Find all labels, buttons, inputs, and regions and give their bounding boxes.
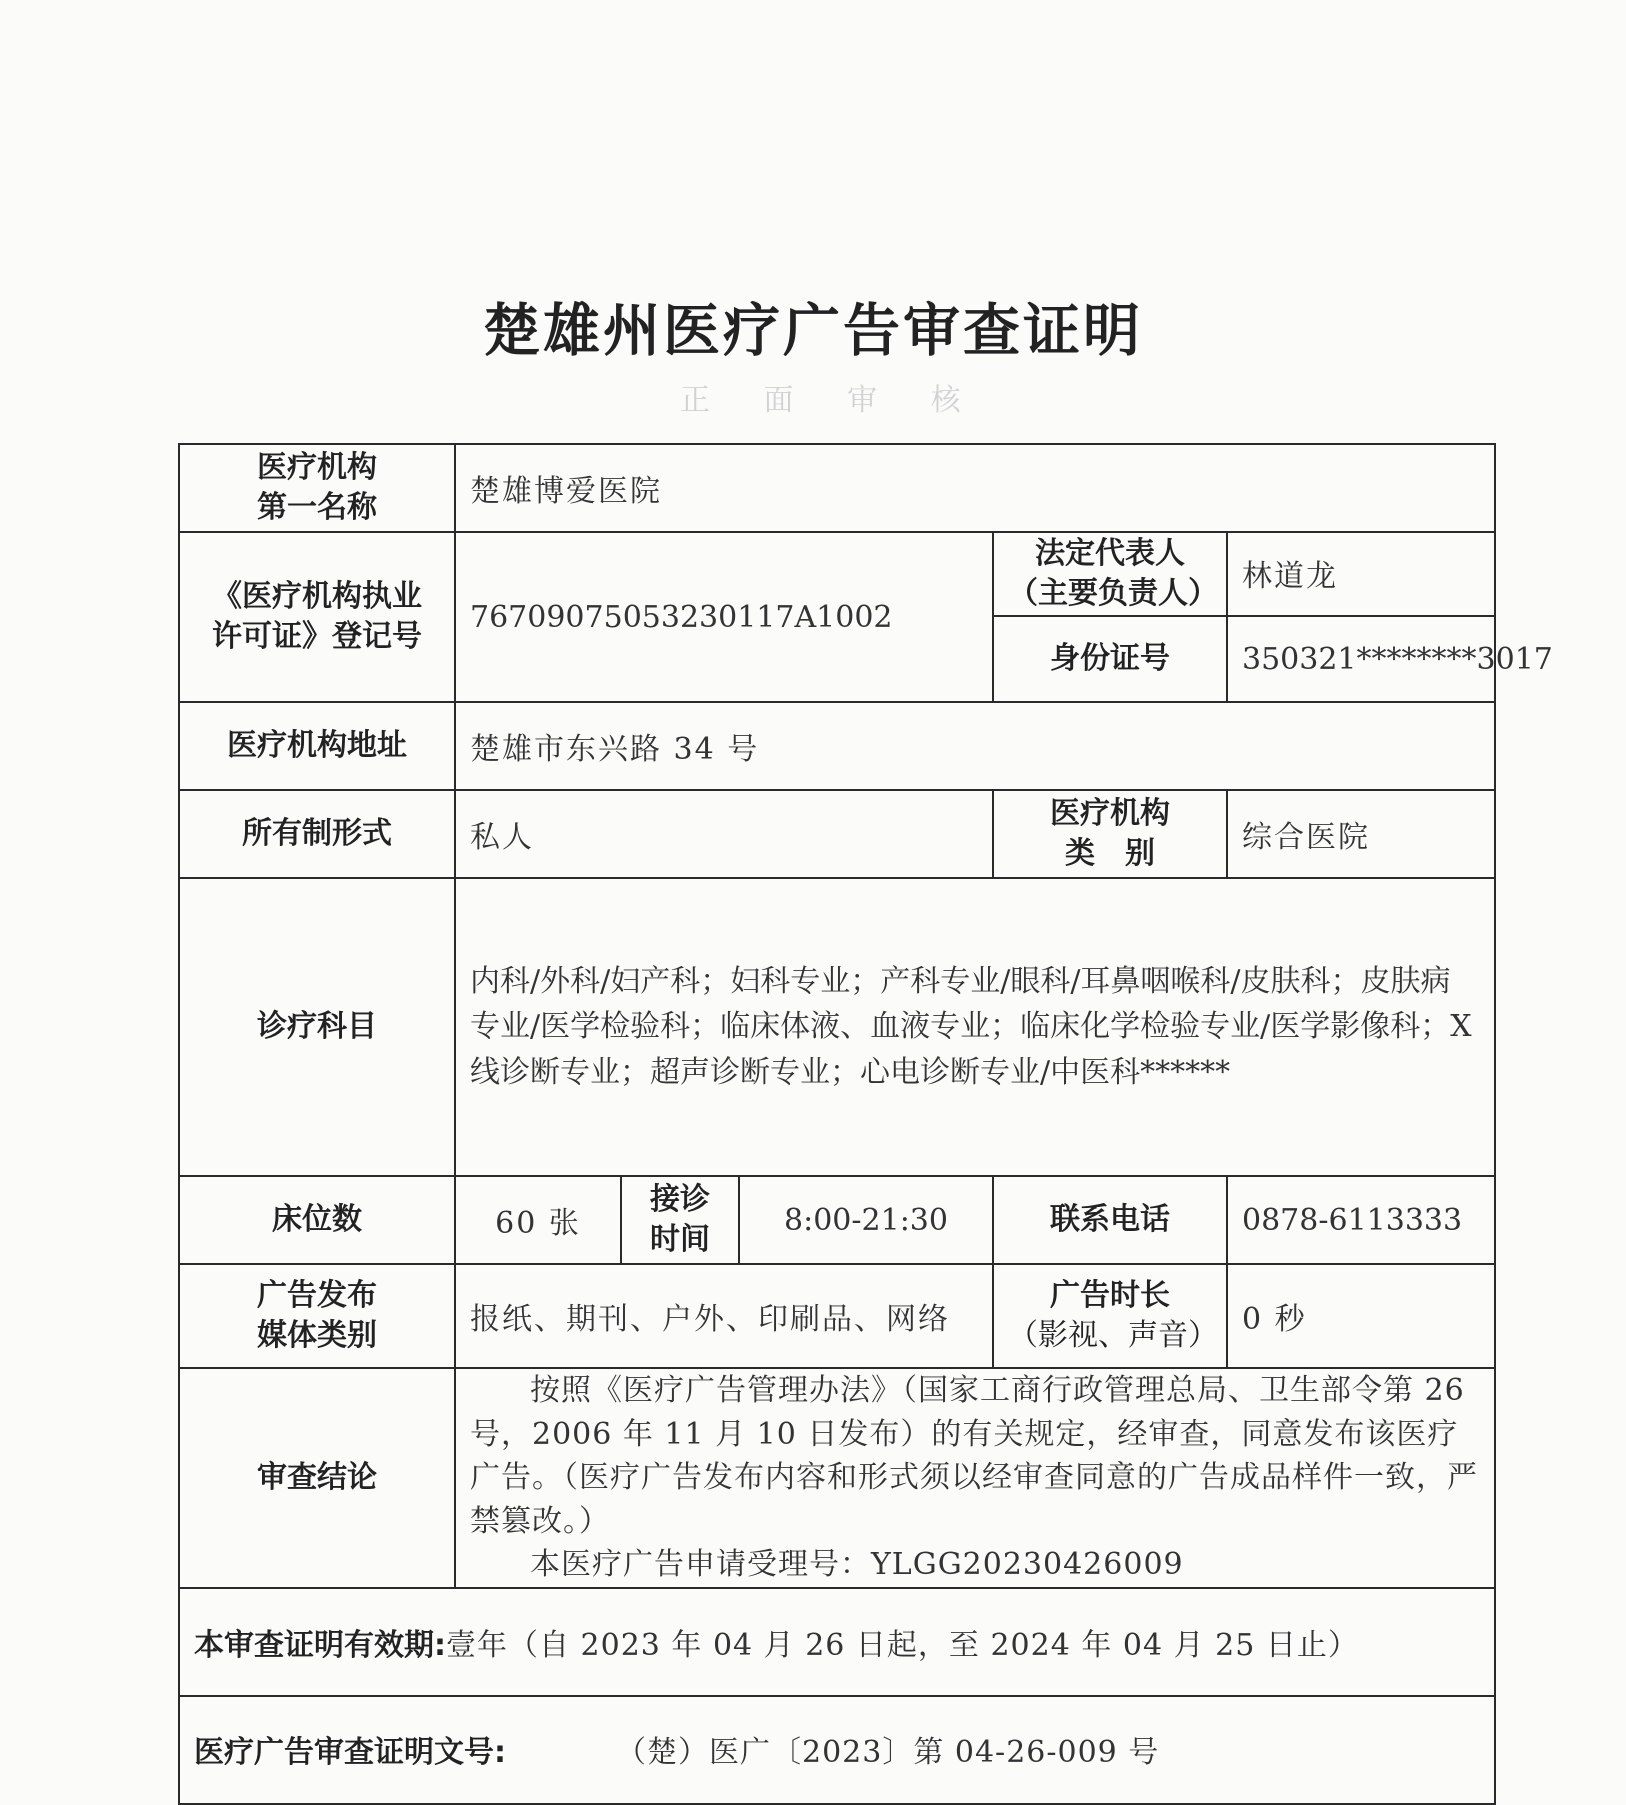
license-label: 《医疗机构执业 许可证》登记号 <box>179 532 455 702</box>
row-beds <box>179 1176 1495 1264</box>
row-license-a <box>179 532 1495 616</box>
departments-label: 诊疗科目 <box>179 878 455 1176</box>
certificate-number-cell <box>179 1696 1495 1804</box>
departments-value: 内科/外科/妇产科；妇科专业；产科专业/眼科/耳鼻咽喉科/皮肤科；皮肤病专业/医学检验科；临床体液、血液专业；临床化学检验专业/医学影像科；X 线诊断专业；超声诊断专业；心电诊断专业/中医科****** <box>455 878 1495 1176</box>
id-number-value: 350321********3017 <box>1227 616 1495 702</box>
beds-label: 床位数 <box>179 1176 455 1264</box>
review-conclusion <box>455 1368 1495 1588</box>
validity-value: 壹年（自 2023 年 04 月 26 日起，至 2024 年 04 月 25 日止） <box>446 1627 1359 1663</box>
row-media <box>179 1264 1495 1368</box>
certificate-table <box>178 443 1553 1805</box>
address-value: 楚雄市东兴路 34 号 <box>455 702 1495 790</box>
page-title: 楚雄州医疗广告审查证明 <box>483 298 1143 364</box>
duration-label: 广告时长 （影视、声音） <box>993 1264 1227 1368</box>
legal-rep-label: 法定代表人 （主要负责人） <box>993 532 1227 616</box>
review-label: 审查结论 <box>179 1368 455 1588</box>
row-certificate-number <box>179 1696 1495 1804</box>
phone-label: 联系电话 <box>993 1176 1227 1264</box>
certificate-number-value: （楚）医广〔2023〕第 04-26-009 号 <box>616 1734 1160 1770</box>
phone-value: 0878-6113333 <box>1227 1176 1495 1264</box>
row-validity <box>179 1588 1495 1696</box>
license-value: 76709075053230117A1002 <box>455 532 993 702</box>
bleed-through-text: 正 面 审 核 <box>680 383 983 418</box>
media-value: 报纸、期刊、户外、印刷品、网络 <box>455 1264 993 1368</box>
ownership-value: 私人 <box>455 790 993 878</box>
validity-label: 本审查证明有效期: <box>194 1627 446 1663</box>
media-label: 广告发布 媒体类别 <box>179 1264 455 1368</box>
address-label: 医疗机构地址 <box>179 702 455 790</box>
hours-label: 接诊 时间 <box>621 1176 739 1264</box>
institution-name-label: 医疗机构 第一名称 <box>179 444 455 532</box>
hours-value: 8:00-21:30 <box>739 1176 993 1264</box>
category-value: 综合医院 <box>1227 790 1495 878</box>
legal-rep-value: 林道龙 <box>1227 532 1495 616</box>
institution-name-value: 楚雄博爱医院 <box>455 444 1495 532</box>
application-number: 本医疗广告申请受理号：YLGG20230426009 <box>530 1547 1184 1582</box>
category-label: 医疗机构 类 别 <box>993 790 1227 878</box>
row-departments <box>179 878 1495 1176</box>
row-institution-name <box>179 444 1495 532</box>
id-number-label: 身份证号 <box>993 616 1227 702</box>
ownership-label: 所有制形式 <box>179 790 455 878</box>
certificate-number-label: 医疗广告审查证明文号: <box>194 1734 506 1770</box>
validity-cell <box>179 1588 1495 1696</box>
row-review <box>179 1368 1495 1588</box>
review-conclusion-text: 按照《医疗广告管理办法》（国家工商行政管理总局、卫生部令第 26 号，2006 年 11 月 10 日发布）的有关规定，经审查，同意发布该医疗广告。（医疗广告发布内容和形式须以经审查同意的广告成品样件一致，严禁篡改。） <box>470 1373 1478 1539</box>
row-address <box>179 702 1495 790</box>
beds-value: 60 张 <box>455 1176 621 1264</box>
duration-value: 0 秒 <box>1227 1264 1495 1368</box>
row-ownership <box>179 790 1495 878</box>
